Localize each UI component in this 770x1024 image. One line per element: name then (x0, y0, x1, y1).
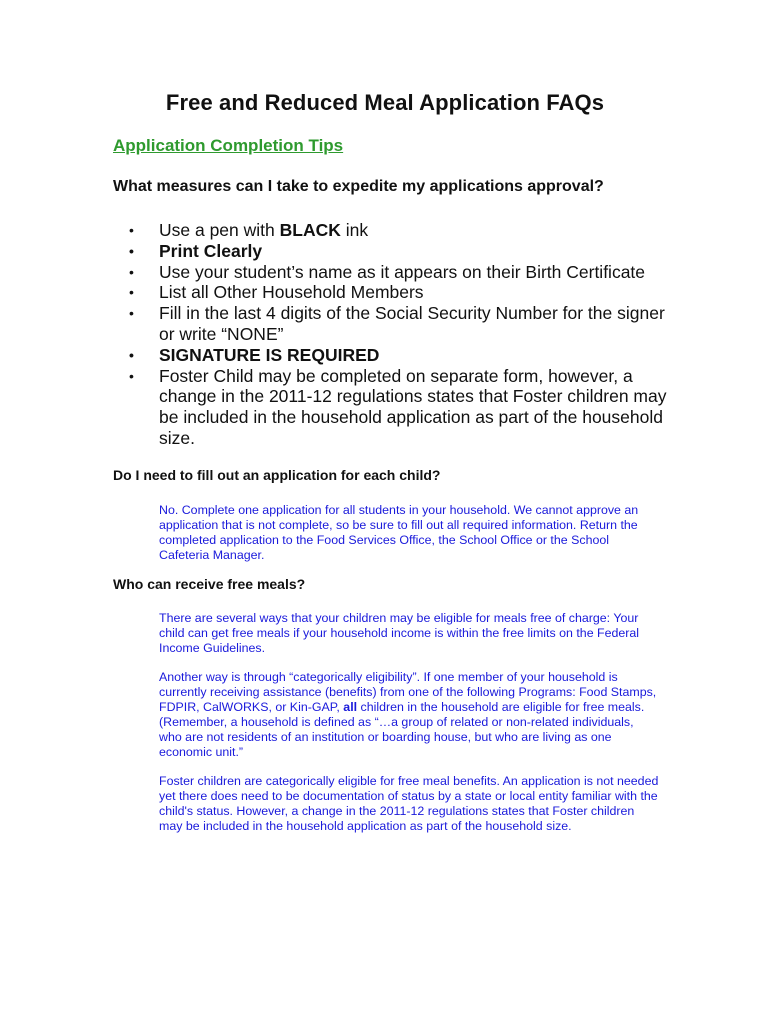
list-item (113, 366, 673, 449)
list-item (113, 220, 673, 241)
answer-free-meals-categorical (159, 670, 659, 760)
answer-emphasis: all (343, 700, 358, 714)
bullet-icon: • (129, 367, 134, 384)
question-each-child: Do I need to fill out an application for each child? (113, 467, 441, 483)
tip-text: SIGNATURE IS REQUIRED (159, 344, 380, 365)
tip-text: Use your student’s name as it appears on their Birth Certificate (159, 261, 646, 282)
answer-each-child: No. Complete one application for all students in your household. We cannot approve an application that is not complete, so be sure to fill out all required information. Return the completed application to the Food Services Office, the School Office or the School Cafeteria Manager. (159, 503, 639, 562)
list-item (113, 241, 673, 262)
list-item (113, 262, 673, 283)
list-item (113, 282, 673, 303)
section-heading: Application Completion Tips (113, 136, 344, 155)
tip-text: ink (340, 220, 369, 240)
page-title: Free and Reduced Meal Application FAQs (165, 90, 605, 115)
list-item (113, 345, 673, 366)
tip-emphasis: BLACK (279, 220, 341, 240)
question-free-meals: Who can receive free meals? (113, 576, 306, 592)
bullet-icon: • (129, 222, 134, 238)
answer-free-meals-foster: Foster children are categorically eligible for free meal benefits. An application is not needed yet there does need to be documentation of status by a state or local entity familiar with the child's status. However, a change in the 2011-12 regulations states that Foster children may be included in the household application as part of the household size. (159, 774, 659, 833)
tip-text: Print Clearly (159, 240, 263, 261)
tip-text: Use a pen with (159, 220, 280, 240)
bullet-icon: • (129, 284, 134, 301)
list-item (113, 303, 673, 345)
tip-text: List all Other Household Members (159, 282, 424, 303)
answer-text: Another way is through “categorically eligibility”. If one member of your household is currently receiving assistance (benefits) from one of the following Programs: Food Stamps, FDPIR, CalWORKS, or Kin-GAP, (159, 670, 657, 714)
tip-text: Foster Child may be completed on separate form, however, a change in the 2011-12 regulations states that Foster children may be included in the household application as part of the household size. (159, 365, 667, 448)
tip-text: Fill in the last 4 digits of the Social Security Number for the signer or write “NONE” (159, 303, 665, 344)
tips-list (113, 220, 673, 449)
bullet-icon: • (129, 263, 134, 280)
bullet-icon: • (129, 242, 134, 259)
answer-free-meals-income: There are several ways that your children may be eligible for meals free of charge: Your child can get free meals if your household income is within the free limits on the Federal Income Guidelines. (159, 611, 640, 655)
question-expedite: What measures can I take to expedite my applications approval? (113, 178, 604, 195)
bullet-icon: • (129, 346, 134, 363)
bullet-icon: • (129, 305, 134, 322)
answer-text: children in the household are eligible for free meals. (Remember, a household is defined as “…a group of related or non-related individuals, who are not residents of an institution or boarding house, but who are living as one economic unit.” (159, 700, 645, 759)
